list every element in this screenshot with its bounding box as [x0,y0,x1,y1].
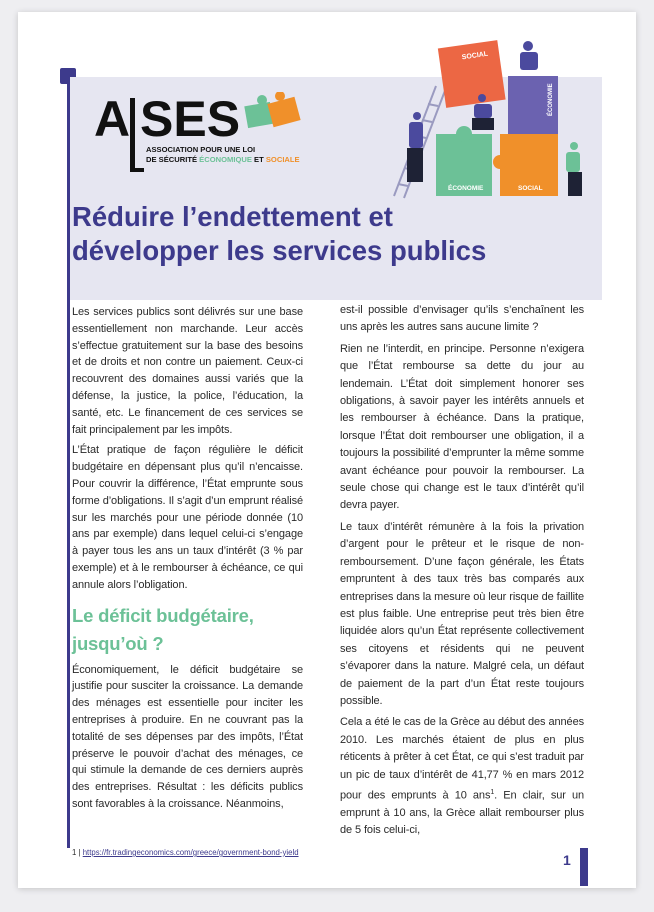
title-line-1: Réduire l’endettement et [72,201,393,232]
puzzle-label-economie-bottom: ÉCONOMIE [448,185,484,192]
page-number-bar [580,848,588,886]
paragraph: L’État pratique de façon régulière le déficit budgétaire en dépensant plus qu’il n’encaisse. Pour couvrir la différence, l’État emprunte sous forme d’obligations. Il s’agit d’un emprunt réalisé sur les marchés pour une période donnée (10 ans par exemple) dans lequel celui-ci s’engage à payer tous les ans un taux d’intérêt (3 % par exemple) et à le rembourser à échéance, ce qui annule alors l’obligation. [72,444,303,591]
alses-logo [94,92,324,172]
footnote-number: 1 | [72,848,83,857]
puzzle-icon [244,92,300,128]
paragraph: Les services publics sont délivrés sur une base essentiellement non marchande. Leur accès s’effectue gratuitement sur la base des besoins et de droits et non contre un paiement. Ceux-ci recouvrent des domaines aussi variés que la défense, la justice, la police, l’éducation, la santé, etc. Le financement de ces services se fait principalement par les impôts. [72,306,303,436]
logo-subtitle [146,145,300,165]
puzzle-label-social-bottom: SOCIAL [518,185,543,192]
footnote-link[interactable]: https://fr.tradingeconomics.com/greece/government-bond-yield [82,848,299,857]
footnote-reference[interactable]: 1 [490,788,495,796]
puzzle-label-social-top: SOCIAL [461,50,489,62]
logo-subtitle-line2 [146,155,300,165]
paragraph: Économiquement, le déficit budgétaire se justifie pour susciter la croissance. La demande des ménages est essentielle pour inciter les entreprises à produire. En ne couvrant pas la totalité de ses dépenses par des impôts, l’État préserve le pouvoir d’achat des ménages, ce qui stimule la demande de ces derniers auprès des entreprises. Résultat : les déficits publics sont favorables à la croissance. Néanmoins, [72,663,303,810]
title-line-2: développer les services publics [72,235,487,266]
logo-text: DE SÉCURITÉ [146,155,200,164]
paragraph: Rien ne l’interdit, en principe. Personne n’exigera que l’État rembourse sa dette du jour au lendemain. L’État doit simplement honorer ses obligations, à savoir payer les intérêts annuels et les rembourser à échéance. Dans la pratique, lorsque l’État doit rembourser une obligation, il a toujours la possibilité d’emprunter la même somme avant échéance pour pouvoir la rembourser. La seule chose qui change est le taux d’intérêt qu’il devra payer. [340,342,584,512]
person-icon [520,41,538,70]
person-icon [566,142,582,196]
logo-text-sociale: SOCIALE [265,155,300,164]
page-title [72,200,592,268]
logo-letters-ses: SES [140,92,241,147]
logo-subtitle-line1: ASSOCIATION POUR UNE LOI [146,145,256,154]
person-icon [407,112,423,182]
paragraph [340,714,584,840]
paragraph: est-il possible d’envisager qu’ils s’enchaînent les uns après les autres sans aucune limite ? [340,304,584,334]
page-number: 1 [563,852,571,868]
logo-text-economique: ÉCONOMIQUE [199,155,252,164]
right-column [340,302,584,844]
paragraph: Le taux d’intérêt rémunère à la fois la privation d’argent pour le prêteur et le risque de non-remboursement. D’une façon générale, les États empruntent à des taux très bas comparés aux entreprises dans la mesure où leur risque de faillite est plus faible. Une entreprise peut très bien être liquidée alors qu’un État représente collectivement ses citoyens et résidents qui ne peuvent s’évaporer dans la nature. Malgré cela, un défaut de paiement de la part d’un État reste toujours possible. [340,520,584,707]
puzzle-illustration [392,36,618,202]
section-heading: Le déficit budgétaire, jusqu’où ? [72,604,254,654]
paragraph-text: Cela a été le cas de la Grèce au début des années 2010. Les marchés étaient de plus en plus réticents à prêter à cet État, ce qui s’est traduit par un pic de taux d’intérêt de 41,77 % en mars 2012 pour des emprunts à 10 ans [340,716,584,802]
puzzle-label-economie-right: ÉCONOMIE [548,83,554,116]
logo-text: ET [251,155,266,164]
footnote [72,848,299,857]
logo-letter-a: A [94,92,131,147]
puzzle-people-graphic [392,36,618,202]
left-column [72,304,303,817]
paragraph-text: . En clair, sur un emprunt à 10 ans, la Grèce allait rembourser plus de 5 fois celui-ci, [340,789,585,837]
